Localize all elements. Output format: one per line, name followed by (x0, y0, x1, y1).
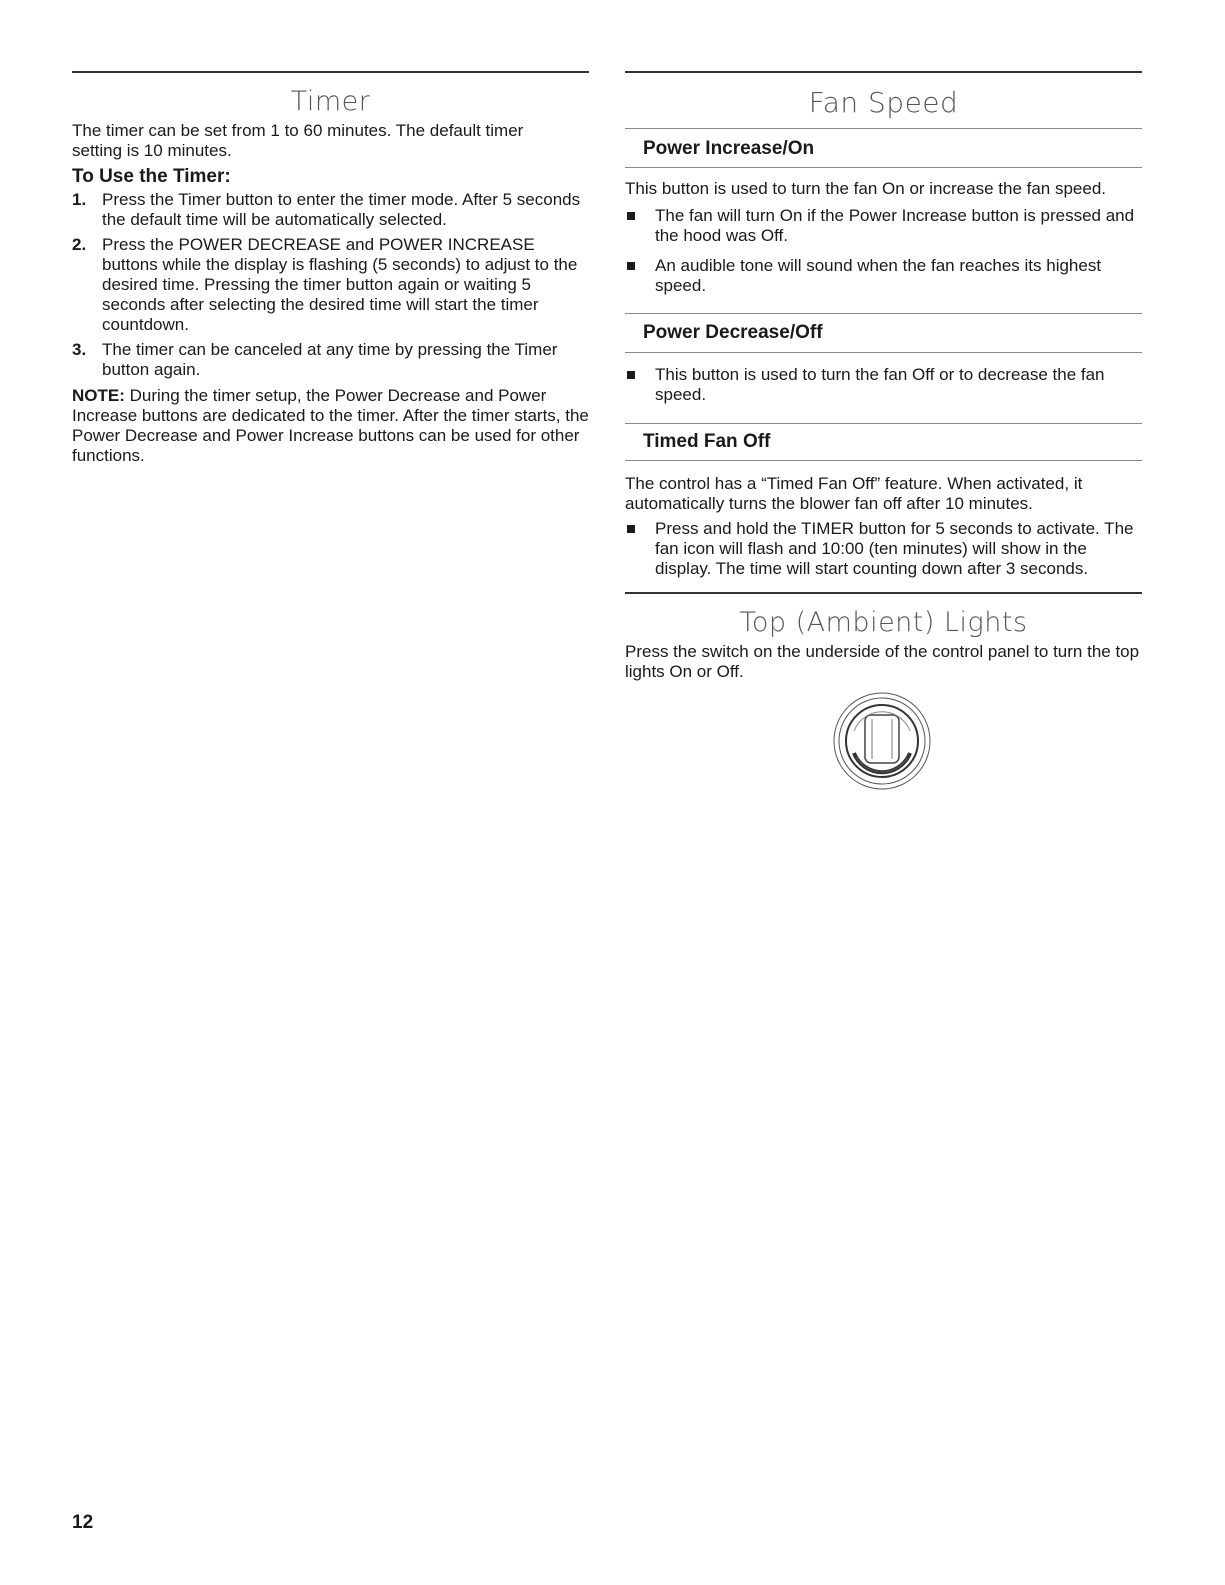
bullet-text: Press and hold the TIMER button for 5 seconds to activate. The fan icon will flash and 10:00 (ten minutes) will show in the display. The time will start counting down after 3 seconds. (655, 519, 1134, 578)
timer-step-number: 3. (72, 340, 87, 359)
power-decrease-bullets (625, 365, 1142, 415)
bullet-text: An audible tone will sound when the fan reaches its highest speed. (655, 256, 1102, 295)
timer-note (72, 386, 589, 466)
bullet-item (625, 519, 1142, 579)
timer-step (72, 190, 589, 230)
fan-speed-title: Fan Speed (808, 86, 959, 119)
timer-step (72, 340, 589, 380)
power-increase-bullets (625, 206, 1142, 306)
bullet-item (625, 365, 1142, 405)
timer-note-label: NOTE: (72, 386, 125, 405)
page-number: 12 (72, 1512, 94, 1533)
timer-step-text: Press the Timer button to enter the timer mode. After 5 seconds the default time will be automatically selected. (102, 190, 581, 229)
timer-step-text: The timer can be canceled at any time by pressing the Timer button again. (102, 340, 558, 379)
power-decrease-heading-box (625, 313, 1142, 353)
timed-fan-off-heading-box (625, 423, 1142, 461)
timer-top-rule (72, 71, 589, 73)
timer-intro: The timer can be set from 1 to 60 minutes. The default timer setting is 10 minutes. (72, 121, 524, 160)
timer-step-number: 1. (72, 190, 87, 209)
bullet-item (625, 256, 1142, 296)
power-increase-heading: Power Increase/On (643, 138, 815, 159)
bullet-text: This button is used to turn the fan Off or to decrease the fan speed. (655, 365, 1105, 404)
fan-speed-top-rule (625, 71, 1142, 73)
timed-fan-off-bullets (625, 519, 1142, 589)
timed-fan-off-heading: Timed Fan Off (643, 431, 771, 452)
bullet-square-icon (627, 262, 635, 270)
light-switch-icon (832, 691, 932, 791)
power-increase-heading-box (625, 128, 1142, 168)
timer-title: Timer (290, 86, 371, 117)
timer-subhead: To Use the Timer: (72, 166, 231, 187)
top-lights-text: Press the switch on the underside of the control panel to turn the top lights On or Off. (625, 642, 1140, 681)
bullet-square-icon (627, 371, 635, 379)
timer-steps (72, 190, 589, 385)
timer-step (72, 235, 589, 335)
bullet-item (625, 206, 1142, 246)
bullet-text: The fan will turn On if the Power Increase button is pressed and the hood was Off. (655, 206, 1135, 245)
power-decrease-heading: Power Decrease/Off (643, 322, 823, 343)
timed-fan-off-intro: The control has a “Timed Fan Off” feature. When activated, it automatically turns the blower fan off after 10 minutes. (625, 474, 1083, 513)
timer-step-text: Press the POWER DECREASE and POWER INCREASE buttons while the display is flashing (5 seconds) to adjust to the desired time. Pressing the timer button again or waiting 5 seconds after selecting the desired time will start the timer countdown. (102, 235, 578, 334)
timer-step-number: 2. (72, 235, 87, 254)
bullet-square-icon (627, 525, 635, 533)
timer-note-text: During the timer setup, the Power Decrease and Power Increase buttons are dedicated to the timer. After the timer starts, the Power Decrease and Power Increase buttons can be used for other functions. (72, 386, 589, 465)
top-lights-title: Top (Ambient) Lights (739, 607, 1028, 638)
power-increase-intro: This button is used to turn the fan On or increase the fan speed. (625, 179, 1107, 198)
bullet-square-icon (627, 212, 635, 220)
top-lights-top-rule (625, 592, 1142, 594)
